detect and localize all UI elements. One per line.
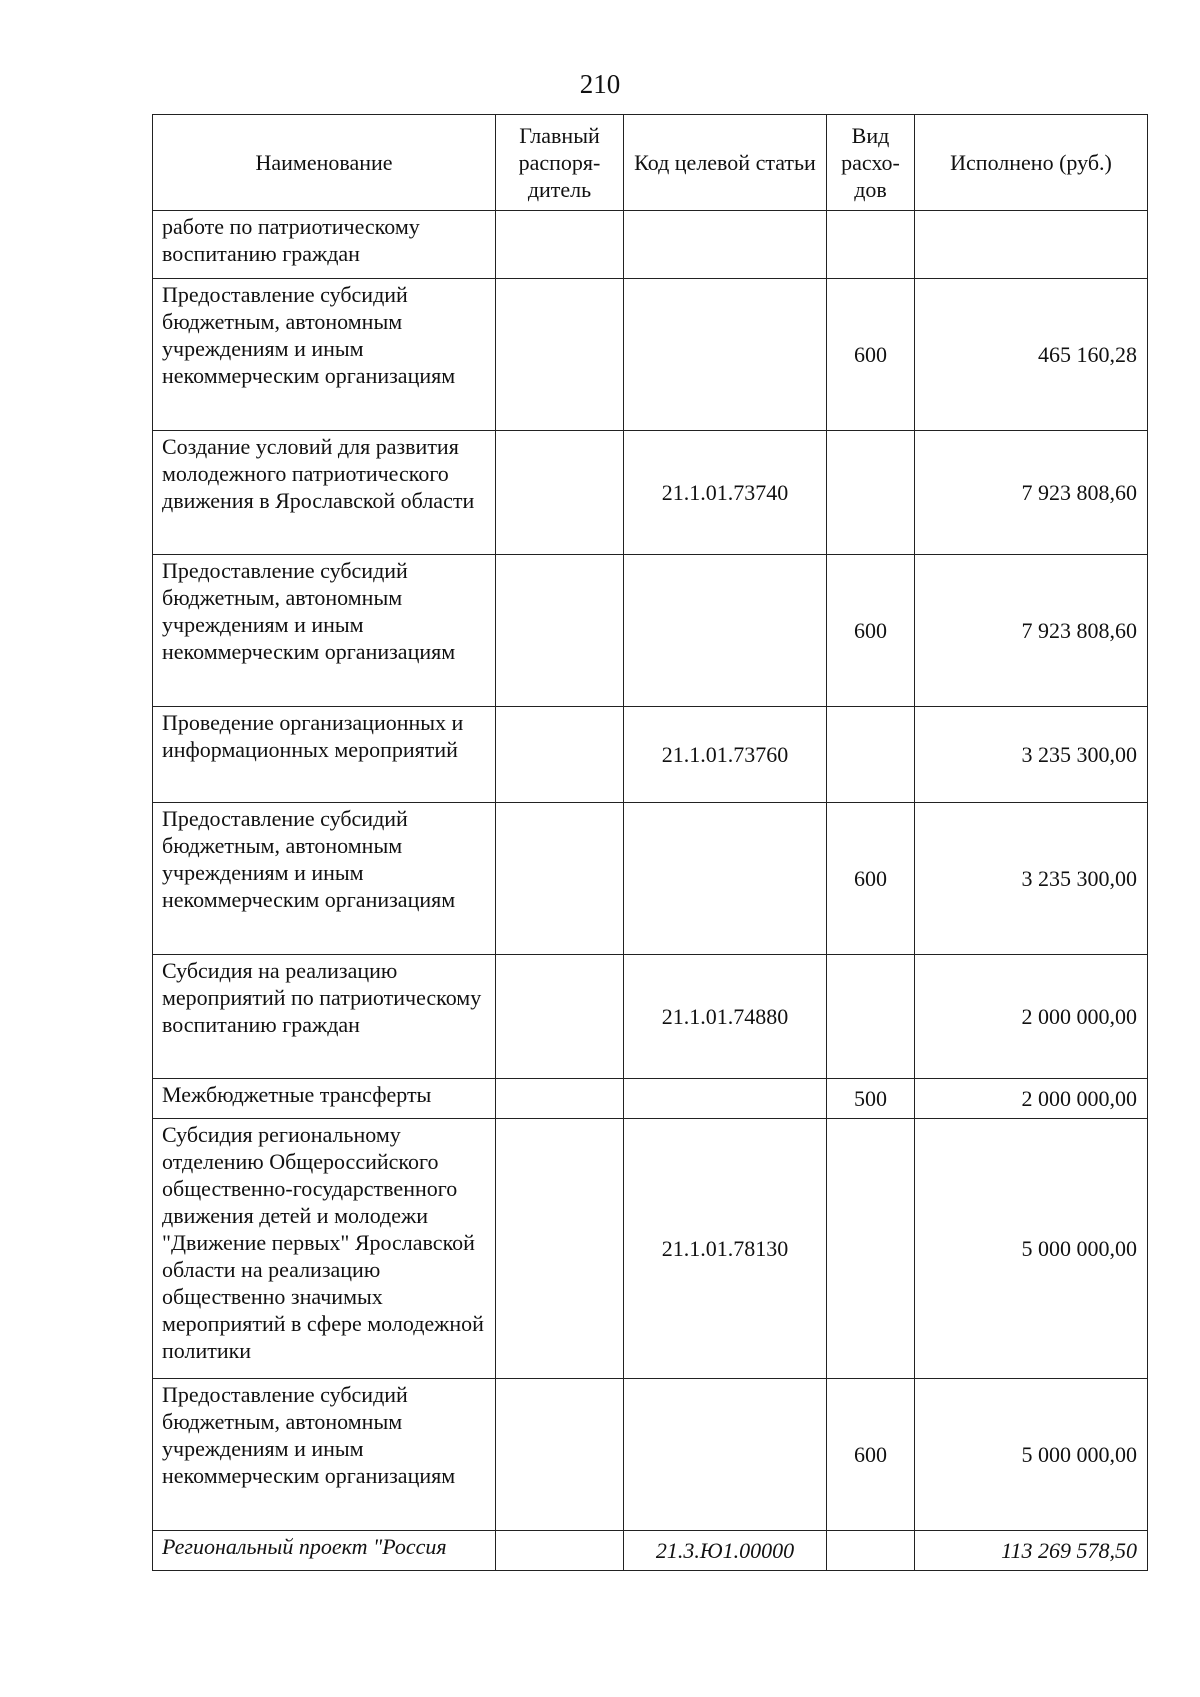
row-name: Предоставление субсидий бюджетным, автономным учреждениям и иным некоммерческим организациям	[153, 279, 496, 431]
row-name: Предоставление субсидий бюджетным, автономным учреждениям и иным некоммерческим организациям	[153, 803, 496, 955]
table-row	[153, 955, 1148, 1079]
row-amount: 5 000 000,00	[915, 1119, 1148, 1379]
row-code	[624, 803, 827, 955]
row-amount	[915, 211, 1148, 279]
table-row	[153, 1379, 1148, 1531]
row-name: Субсидия региональному отделению Общероссийского общественно-государственного движения детей и молодежи "Движение первых" Ярославской области на реализацию общественно значимых мероприятий в сфере молодежной политики	[153, 1119, 496, 1379]
row-manager	[496, 1079, 624, 1119]
row-amount: 5 000 000,00	[915, 1379, 1148, 1531]
row-kind	[827, 1119, 915, 1379]
table-row	[153, 1079, 1148, 1119]
row-kind	[827, 955, 915, 1079]
row-kind: 600	[827, 803, 915, 955]
row-kind	[827, 707, 915, 803]
row-kind: 500	[827, 1079, 915, 1119]
row-manager	[496, 279, 624, 431]
table-row	[153, 803, 1148, 955]
header-target-code: Код целевой статьи	[624, 115, 827, 211]
row-kind: 600	[827, 279, 915, 431]
row-manager	[496, 707, 624, 803]
row-code	[624, 1079, 827, 1119]
row-manager	[496, 1119, 624, 1379]
table-row	[153, 279, 1148, 431]
row-kind	[827, 431, 915, 555]
row-code	[624, 211, 827, 279]
row-manager	[496, 803, 624, 955]
row-code	[624, 279, 827, 431]
row-amount: 113 269 578,50	[915, 1531, 1148, 1571]
page-number: 210	[579, 69, 621, 99]
row-code: 21.3.Ю1.00000	[624, 1531, 827, 1571]
row-code: 21.1.01.73740	[624, 431, 827, 555]
row-amount: 3 235 300,00	[915, 803, 1148, 955]
row-kind	[827, 1531, 915, 1571]
table-header-row	[153, 115, 1148, 211]
row-code	[624, 555, 827, 707]
row-name: Субсидия на реализацию мероприятий по патриотическому воспитанию граждан	[153, 955, 496, 1079]
row-manager	[496, 431, 624, 555]
row-amount: 7 923 808,60	[915, 431, 1148, 555]
row-name: Предоставление субсидий бюджетным, автономным учреждениям и иным некоммерческим организациям	[153, 555, 496, 707]
row-kind: 600	[827, 1379, 915, 1531]
row-manager	[496, 1379, 624, 1531]
row-manager	[496, 211, 624, 279]
table-row	[153, 1119, 1148, 1379]
row-amount: 2 000 000,00	[915, 955, 1148, 1079]
header-executed: Исполнено (руб.)	[915, 115, 1148, 211]
row-manager	[496, 955, 624, 1079]
row-amount: 7 923 808,60	[915, 555, 1148, 707]
row-manager	[496, 555, 624, 707]
budget-execution-table	[152, 114, 1148, 1571]
row-name: Предоставление субсидий бюджетным, автономным учреждениям и иным некоммерческим организациям	[153, 1379, 496, 1531]
row-amount: 465 160,28	[915, 279, 1148, 431]
row-code: 21.1.01.78130	[624, 1119, 827, 1379]
row-name: Проведение организационных и информационных мероприятий	[153, 707, 496, 803]
table-row	[153, 1531, 1148, 1571]
header-expense-type: Вид расхо-дов	[827, 115, 915, 211]
row-name: Региональный проект "Россия	[153, 1531, 496, 1571]
table-row	[153, 707, 1148, 803]
row-amount: 3 235 300,00	[915, 707, 1148, 803]
row-name: работе по патриотическому воспитанию граждан	[153, 211, 496, 279]
table-row	[153, 211, 1148, 279]
header-name: Наименование	[153, 115, 496, 211]
row-code	[624, 1379, 827, 1531]
table-row	[153, 431, 1148, 555]
header-manager: Главный распоря-дитель	[496, 115, 624, 211]
row-kind: 600	[827, 555, 915, 707]
row-code: 21.1.01.74880	[624, 955, 827, 1079]
row-name: Межбюджетные трансферты	[153, 1079, 496, 1119]
row-manager	[496, 1531, 624, 1571]
row-amount: 2 000 000,00	[915, 1079, 1148, 1119]
row-code: 21.1.01.73760	[624, 707, 827, 803]
row-name: Создание условий для развития молодежного патриотического движения в Ярославской области	[153, 431, 496, 555]
row-kind	[827, 211, 915, 279]
table-row	[153, 555, 1148, 707]
